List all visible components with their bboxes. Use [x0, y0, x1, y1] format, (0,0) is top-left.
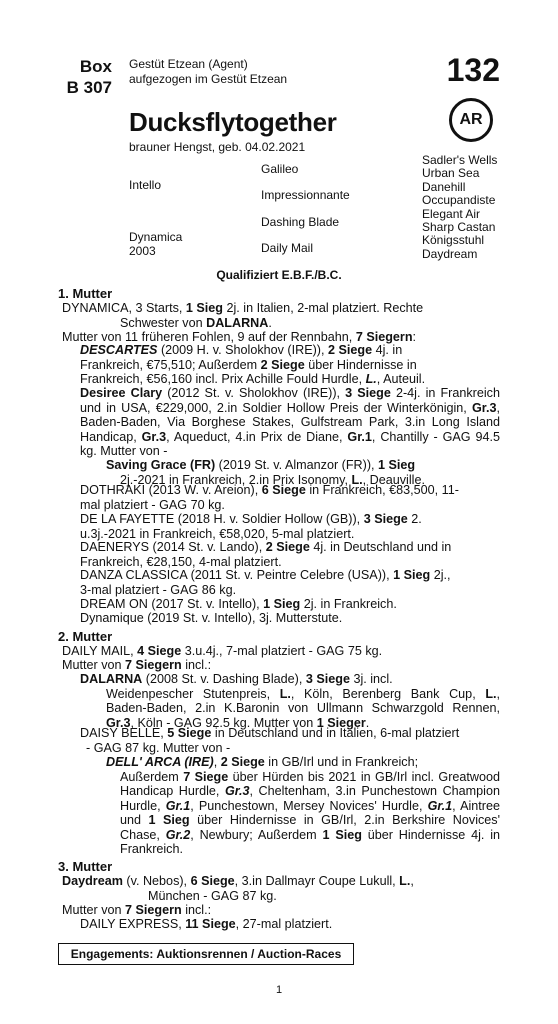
- ggp-item: Elegant Air: [422, 206, 481, 221]
- qualification: Qualifiziert E.B.F./B.C.: [216, 268, 342, 282]
- pedigree-dam-name: Dynamica: [129, 230, 183, 244]
- horse-description: brauner Hengst, geb. 04.02.2021: [129, 140, 306, 154]
- second-dam-produce: Mutter von 7 Siegern incl.:: [62, 658, 212, 672]
- produce-dothraki: DOTHRAKI (2013 W. v. Areion), 6 Siege in Frankreich, €83,500, 11- mal platziert - GAG 70 kg.: [80, 483, 459, 512]
- pedigree-grandsire: Galileo: [261, 162, 299, 176]
- horse-name: Ducksflytogether: [129, 107, 337, 137]
- box-title: Box: [79, 57, 112, 76]
- dam-produce-summary: Mutter von 11 früheren Fohlen, 9 auf der Rennbahn, 7 Siegern:: [62, 330, 417, 344]
- pedigree-dam-sire: Dashing Blade: [261, 215, 340, 229]
- pedigree-dam-year: 2003: [129, 244, 156, 258]
- section-second-dam: 2. Mutter: [58, 629, 113, 644]
- ar-badge-icon: AR: [449, 98, 493, 142]
- box-label: [62, 56, 112, 98]
- engagements-box: Engagements: Auktionsrennen / Auction-Races: [58, 943, 354, 965]
- page-number: 1: [275, 984, 283, 996]
- dam-summary: DYNAMICA, 3 Starts, 1 Sieg 2j. in Italien, 2-mal platziert. Rechte Schwester von DALARNA.: [62, 301, 424, 330]
- breeder-info: [129, 57, 287, 87]
- pedigree-sire-dam: Impressionnante: [261, 188, 350, 202]
- ggp-item: Sharp Castan: [422, 220, 496, 235]
- pedigree-fourth-generation: [422, 154, 497, 261]
- third-dam-summary: Daydream (v. Nebos), 6 Siege, 3.in Dallmayr Coupe Lukull, L., München - GAG 87 kg.: [62, 874, 414, 903]
- third-dam-produce: Mutter von 7 Siegern incl.:: [62, 903, 212, 917]
- box-number: B 307: [66, 78, 112, 97]
- ggp-item: Königsstuhl: [422, 233, 485, 248]
- agent: Gestüt Etzean (Agent): [129, 57, 248, 71]
- ggp-item: Daydream: [422, 246, 478, 261]
- raised-at: aufgezogen im Gestüt Etzean: [129, 72, 288, 86]
- produce-dynamique: Dynamique (2019 St. v. Intello), 3j. Mutterstute.: [80, 611, 343, 625]
- produce-daenerys: DAENERYS (2014 St. v. Lando), 2 Siege 4j. in Deutschland und in Frankreich, €28,150, 4-mal platziert.: [80, 540, 452, 569]
- produce-daisy-belle: DAISY BELLE, 5 Siege in Deutschland und in Italien, 6-mal platziert - GAG 87 kg. Mutter von -: [80, 726, 460, 755]
- pedigree-sire: Intello: [129, 178, 162, 192]
- pedigree-dam: [129, 230, 182, 258]
- produce-daily-express: DAILY EXPRESS, 11 Siege, 27-mal platziert.: [80, 917, 333, 931]
- produce-desiree-clary: Desiree Clary (2012 St. v. Sholokhov (IRE)), 3 Siege 2-4j. in Frankreich und in USA, €229,000, 2.in Soldier Hollow Preis der Winterkönigin, Gr.3, Baden-Baden, Via Borghese Stakes, Gulfstream Park, 3.in Long Island Handicap, Gr.3, Aqueduct, 4.in Prix de Diane, Gr.1, Chantilly - GAG 94.5 kg. Mutter von -: [80, 386, 500, 458]
- ggp-item: Danehill: [422, 179, 466, 194]
- section-first-dam: 1. Mutter: [58, 286, 113, 301]
- produce-saving-grace: Saving Grace (FR) (2019 St. v. Almanzor (FR)), 1 Sieg 2j.-2021 in Frankreich, 2.in Prix Isonomy, L., Deauville.: [106, 458, 425, 487]
- produce-dell-arca: DELL' ARCA (IRE), 2 Siege in GB/Irl und in Frankreich; Außerdem 7 Siege über Hürden bis 2021 in GB/Irl incl. Greatwood Handicap Hurdle, Gr.3, Cheltenham, 3.in Punchestown Champion Hurdle, Gr.1, Punchestown, Mersey Novices' Hurdle, Gr.1, Aintree und 1 Sieg über Hindernisse in GB/Irl, 2.in Berkshire Novices' Chase, Gr.2, Newbury; Außerdem 1 Sieg über Hindernisse 4j. in Frankreich.: [106, 755, 501, 856]
- ggp-item: Urban Sea: [422, 166, 480, 181]
- produce-de-la-fayette: DE LA FAYETTE (2018 H. v. Soldier Hollow (GB)), 3 Siege 2. u.3j.-2021 in Frankreich, €58,020, 5-mal platziert.: [80, 512, 422, 541]
- produce-danza-classica: DANZA CLASSICA (2011 St. v. Peintre Celebre (USA)), 1 Sieg 2j., 3-mal platziert - GAG 86 kg.: [80, 568, 451, 597]
- ggp-item: Sadler's Wells: [422, 153, 498, 167]
- pedigree-dam-dam: Daily Mail: [261, 241, 314, 255]
- produce-dalarna: DALARNA (2008 St. v. Dashing Blade), 3 Siege 3j. incl. Weidenpescher Stutenpreis, L., Köln, Berenberg Bank Cup, L., Baden-Baden, 2.in K.Baronin von Ullmann Schwarzgold Rennen, Gr.3, Köln - GAG 92.5 kg. Mutter von 1 Sieger.: [80, 672, 501, 730]
- lot-number: 132: [446, 52, 500, 88]
- produce-dream-on: DREAM ON (2017 St. v. Intello), 1 Sieg 2j. in Frankreich.: [80, 597, 397, 611]
- produce-descartes: DESCARTES (2009 H. v. Sholokhov (IRE)), 2 Siege 4j. in Frankreich, €75,510; Außerdem 2 Siege über Hindernisse in Frankreich, €56,160 incl. Prix Achille Fould Hurdle, L., Auteuil.: [80, 343, 426, 386]
- section-third-dam: 3. Mutter: [58, 859, 113, 874]
- second-dam-summary: DAILY MAIL, 4 Siege 3.u.4j., 7-mal platziert - GAG 75 kg.: [62, 644, 383, 658]
- ggp-item: Occupandiste: [422, 193, 496, 208]
